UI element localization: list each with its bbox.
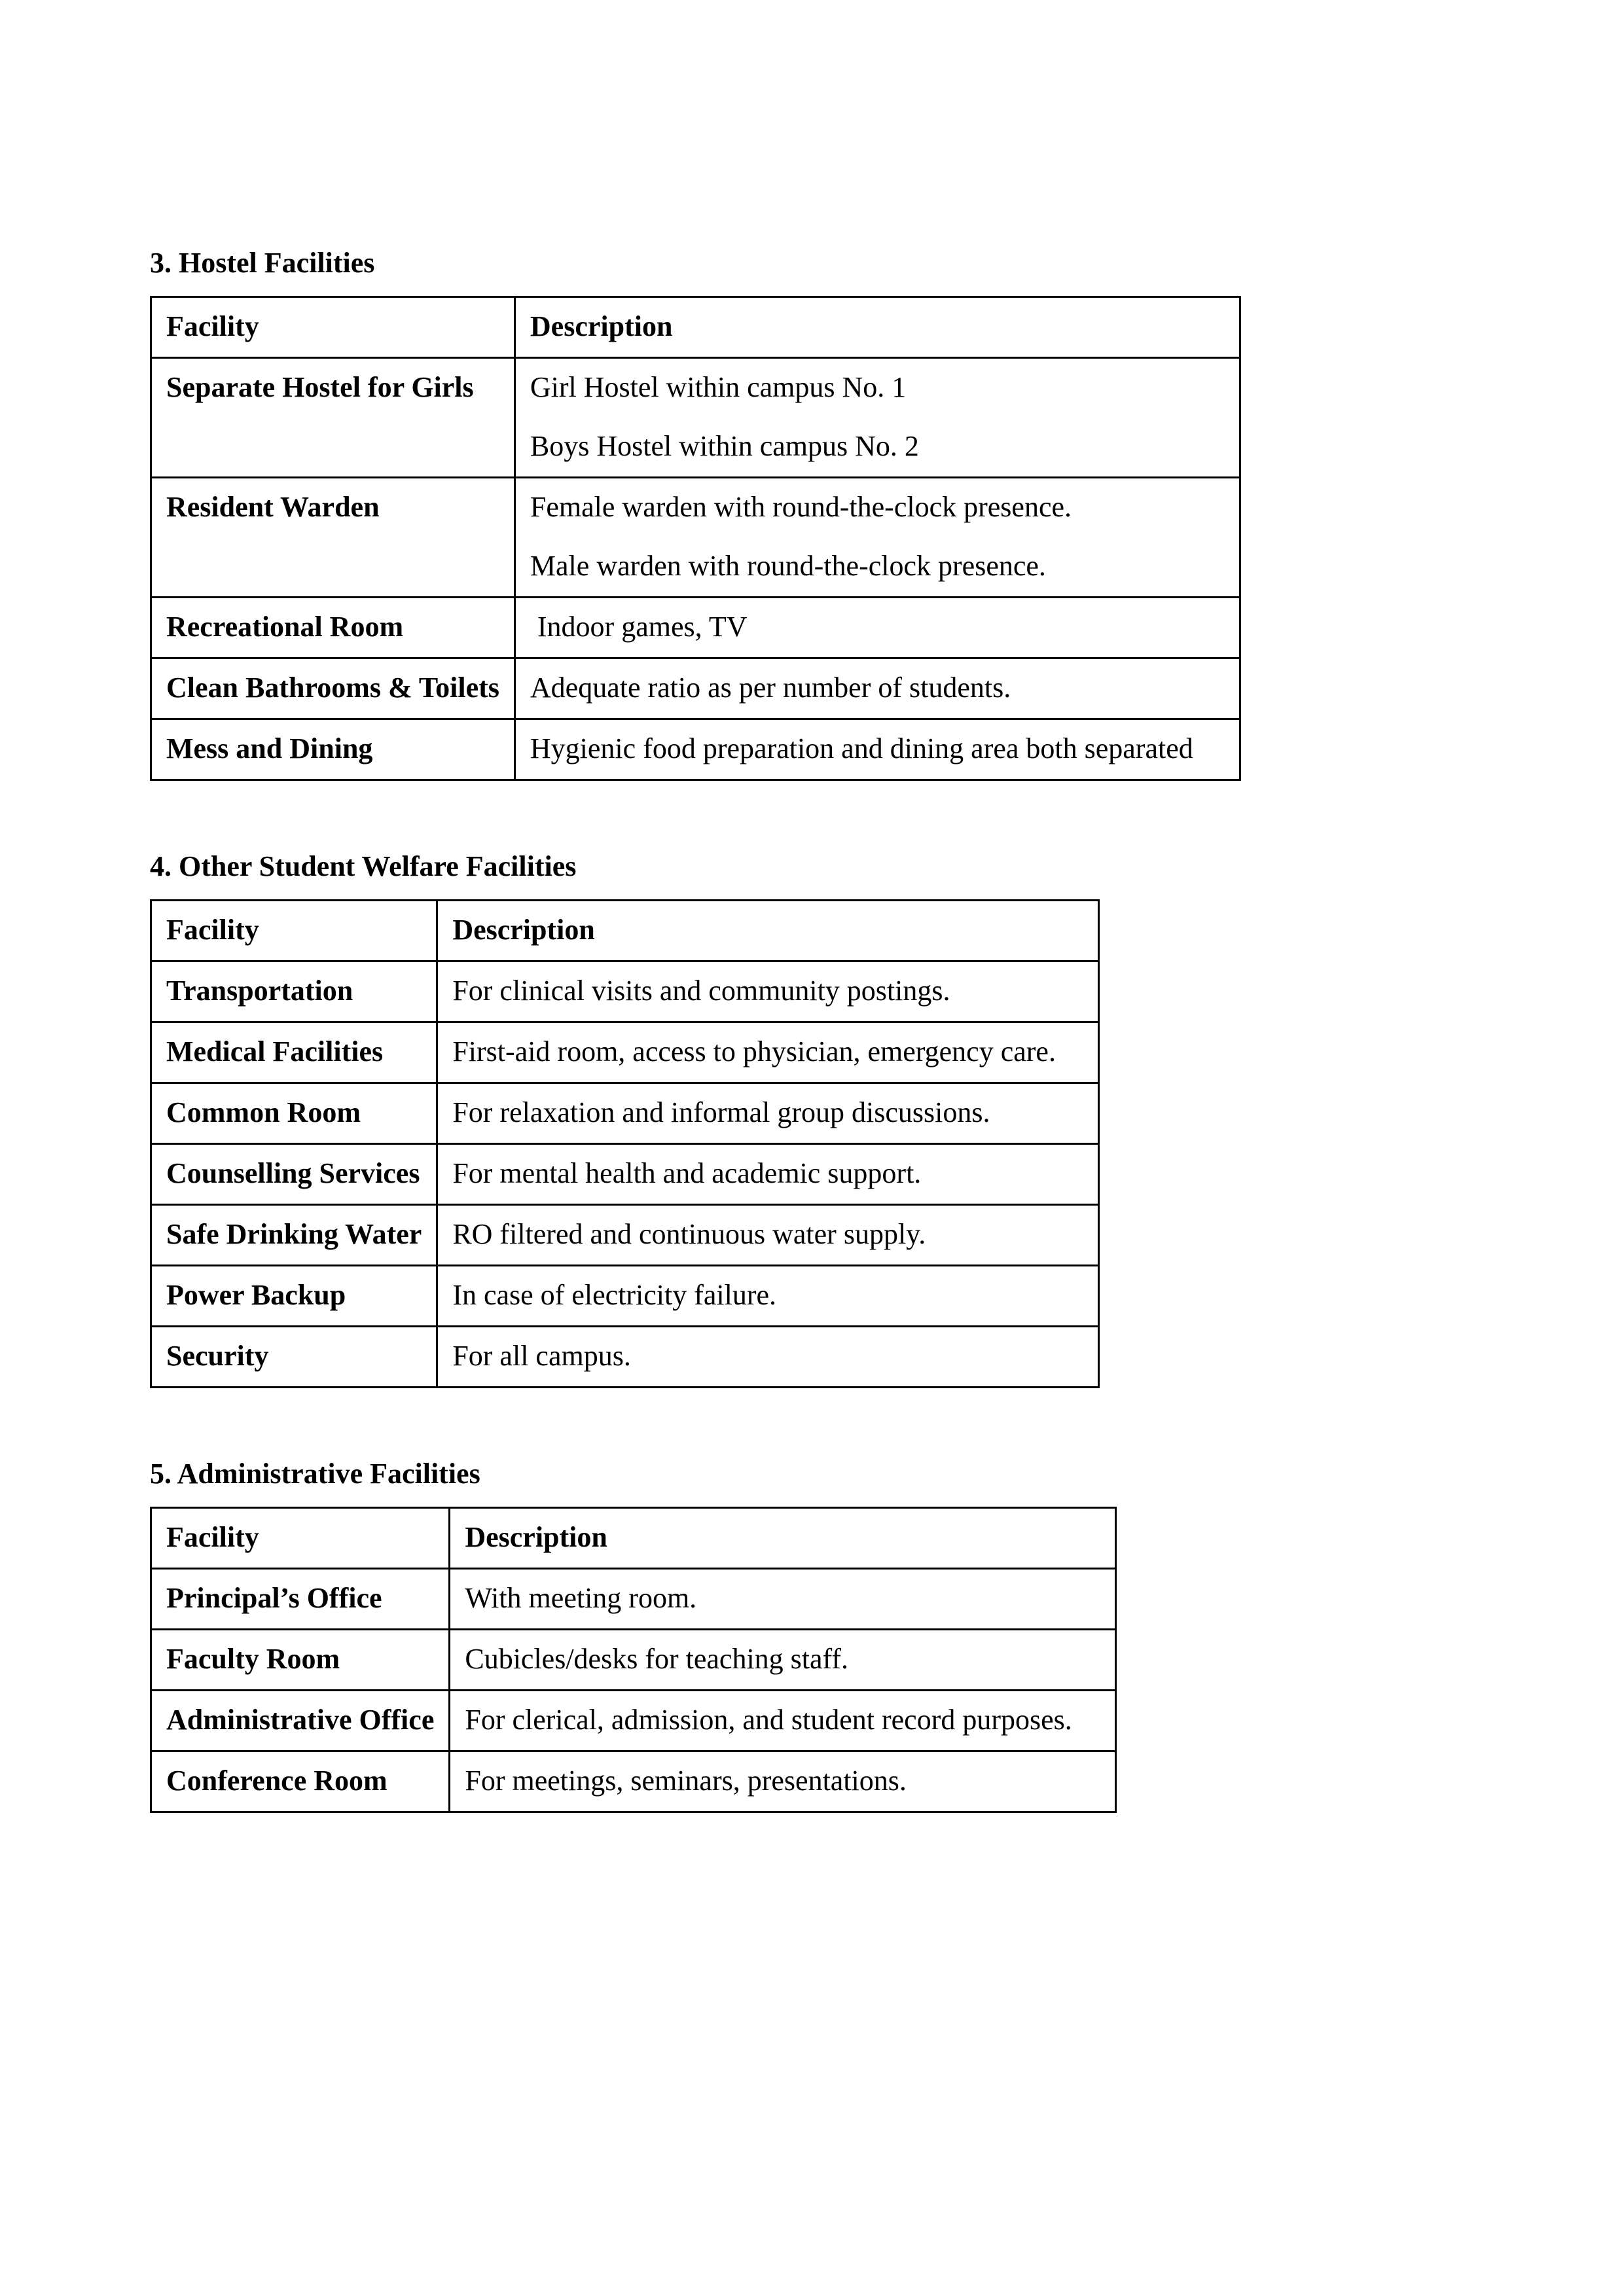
description-line: RO filtered and continuous water supply. xyxy=(452,1218,926,1250)
description-line: Girl Hostel within campus No. 1 xyxy=(530,371,907,403)
table-row xyxy=(151,719,1240,780)
section-administrative-facilities xyxy=(150,1457,1117,1813)
table-row xyxy=(151,1083,1099,1144)
facility-description xyxy=(437,1205,1099,1266)
header-facility: Facility xyxy=(151,297,515,358)
facility-name: Clean Bathrooms & Toilets xyxy=(151,658,515,719)
facility-name: Common Room xyxy=(151,1083,437,1144)
description-line: For all campus. xyxy=(452,1340,631,1372)
facility-description xyxy=(514,658,1240,719)
facility-description xyxy=(437,1327,1099,1388)
facility-description xyxy=(514,719,1240,780)
facility-description xyxy=(437,961,1099,1022)
description-line: In case of electricity failure. xyxy=(452,1279,777,1311)
facility-name: Safe Drinking Water xyxy=(151,1205,437,1266)
header-description: Description xyxy=(437,901,1099,961)
table-row xyxy=(151,1691,1116,1751)
table-row xyxy=(151,1327,1099,1388)
facility-name: Mess and Dining xyxy=(151,719,515,780)
header-facility: Facility xyxy=(151,901,437,961)
facility-description xyxy=(514,358,1240,478)
table-header-row xyxy=(151,297,1240,358)
table-header-row xyxy=(151,1508,1116,1569)
facility-description xyxy=(450,1691,1116,1751)
section-title: 5. Administrative Facilities xyxy=(150,1458,480,1490)
facility-name: Administrative Office xyxy=(151,1691,450,1751)
description-line: Adequate ratio as per number of students. xyxy=(530,672,1011,704)
table-row xyxy=(151,478,1240,598)
description-line: For clerical, admission, and student record purposes. xyxy=(465,1704,1072,1736)
description-line: Hygienic food preparation and dining area both separated xyxy=(530,732,1193,764)
description-line: For mental health and academic support. xyxy=(452,1157,922,1189)
section-title: 3. Hostel Facilities xyxy=(150,247,375,279)
table-row xyxy=(151,658,1240,719)
facility-description xyxy=(514,598,1240,658)
description-line: For meetings, seminars, presentations. xyxy=(465,1765,907,1797)
facility-name: Separate Hostel for Girls xyxy=(151,358,515,478)
facility-description xyxy=(450,1569,1116,1630)
table-row xyxy=(151,1569,1116,1630)
section-other-student-welfare-facilities xyxy=(150,850,1100,1388)
facility-name: Principal’s Office xyxy=(151,1569,450,1630)
description-line: For relaxation and informal group discussions. xyxy=(452,1096,990,1128)
facility-description xyxy=(450,1751,1116,1812)
description-line: With meeting room. xyxy=(465,1582,697,1614)
facility-description xyxy=(437,1083,1099,1144)
table-row xyxy=(151,598,1240,658)
header-facility: Facility xyxy=(151,1508,450,1569)
facility-name: Medical Facilities xyxy=(151,1022,437,1083)
table-row xyxy=(151,1144,1099,1205)
section-title: 4. Other Student Welfare Facilities xyxy=(150,850,577,882)
header-description: Description xyxy=(450,1508,1116,1569)
table-header-row xyxy=(151,901,1099,961)
table-row xyxy=(151,1266,1099,1327)
facility-table xyxy=(150,899,1100,1388)
facility-description xyxy=(450,1630,1116,1691)
description-line: Indoor games, TV xyxy=(530,611,748,643)
table-row xyxy=(151,1022,1099,1083)
facility-table xyxy=(150,1507,1117,1813)
description-line: Cubicles/desks for teaching staff. xyxy=(465,1643,849,1675)
description-line: First-aid room, access to physician, emergency care. xyxy=(452,1035,1056,1067)
facility-name: Counselling Services xyxy=(151,1144,437,1205)
section-hostel-facilities xyxy=(150,246,1241,781)
facility-description xyxy=(437,1144,1099,1205)
table-row xyxy=(151,358,1240,478)
facility-description xyxy=(437,1266,1099,1327)
facility-name: Security xyxy=(151,1327,437,1388)
description-line: Male warden with round-the-clock presence. xyxy=(530,550,1046,582)
table-row xyxy=(151,1205,1099,1266)
facility-description xyxy=(514,478,1240,598)
facility-name: Power Backup xyxy=(151,1266,437,1327)
facility-name: Transportation xyxy=(151,961,437,1022)
facility-name: Conference Room xyxy=(151,1751,450,1812)
facility-name: Faculty Room xyxy=(151,1630,450,1691)
facility-name: Resident Warden xyxy=(151,478,515,598)
description-line: Boys Hostel within campus No. 2 xyxy=(530,430,919,462)
facility-table xyxy=(150,296,1241,781)
description-line: Female warden with round-the-clock presence. xyxy=(530,491,1072,523)
table-row xyxy=(151,1751,1116,1812)
facility-name: Recreational Room xyxy=(151,598,515,658)
header-description: Description xyxy=(514,297,1240,358)
description-line: For clinical visits and community postings. xyxy=(452,975,950,1007)
table-row xyxy=(151,961,1099,1022)
table-row xyxy=(151,1630,1116,1691)
facility-description xyxy=(437,1022,1099,1083)
